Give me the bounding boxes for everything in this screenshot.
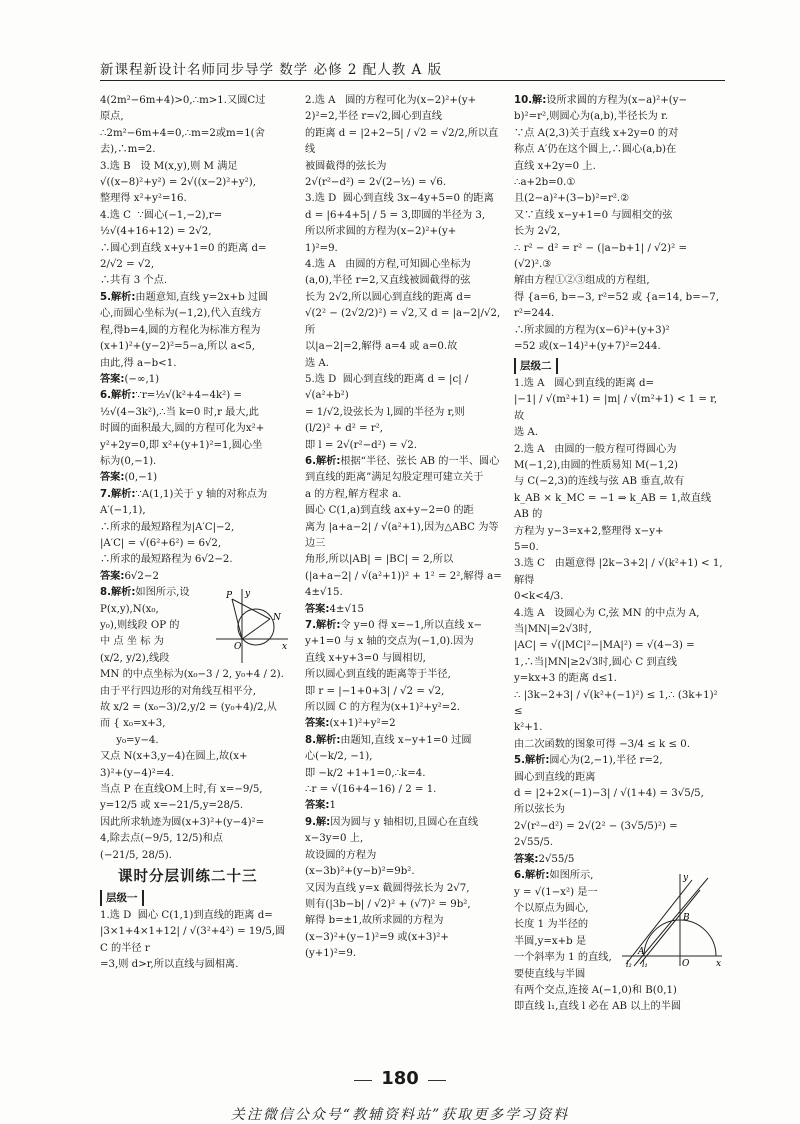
text-line: 9.解:因为圆与 y 轴相切,且圆心在直线 <box>305 816 479 828</box>
text-line: 因此所求轨迹为圆(x+3)²+(y−4)²= <box>100 816 265 828</box>
header-rule <box>100 80 725 81</box>
text-line: 2√(r²−d²) = 2√(2² − (3√5/5)²) = <box>514 820 678 832</box>
text-line: 2/√2 = √2, <box>100 259 155 271</box>
text-line: ½√(4−3k²),∴当 k=0 时,r 最大,此 <box>100 406 259 418</box>
text-line: 6.解析:如图所示, <box>514 870 594 882</box>
section-title: 课时分层训练二十三 <box>118 869 258 886</box>
text-line: 所以所求圆的方程为(x−2)²+(y+ <box>305 226 457 238</box>
figure-q6 <box>620 870 724 968</box>
text-line: 又因为直线 y=x 截圆得弦长为 2√7, <box>305 882 470 894</box>
text-line: 离为 |a+a−2| / √(a²+1),因为△ABC 为等边三 <box>305 521 499 549</box>
col1-top-text <box>100 93 290 585</box>
text-line: 1.选 D 圆心 C(1,1)到直线的距离 d= <box>100 909 273 921</box>
text-line: 4±√15. <box>305 587 343 599</box>
text-line: (√2)².③ <box>514 259 552 271</box>
text-line: 由此,得 a−b<1. <box>100 357 177 369</box>
text-line: 7.解析:令 y=0 得 x=−1,所以直线 x− <box>305 620 483 631</box>
text-line: 心(−k/2, −1), <box>305 751 373 763</box>
text-line: 5.解析:圆心为(2,−1),半径 r=2, <box>514 755 663 767</box>
level2-label: 层级二 <box>514 358 558 374</box>
text-line: 以|a−2|=2,解得 a=4 或 a=0.故 <box>305 341 458 353</box>
text-line: 答案:(0,−1) <box>100 472 158 484</box>
text-line: 到直线的距离”满足勾股定理可建立关于 <box>305 472 484 484</box>
text-line: 5.选 D 圆心到直线的距离 d = |c| / √(a²+b²) <box>305 373 472 402</box>
text-line: 与 C(−2,3)的连线与弦 AB 垂直,故有 <box>514 476 685 488</box>
text-line: a 的方程,解方程求 a. <box>305 488 402 500</box>
text-line: d = |6+4+5| / 5 = 3,即圆的半径为 3, <box>305 209 486 221</box>
text-line: 直线 x+y+3=0 与圆相切, <box>305 652 426 664</box>
text-line: (x/2, y/2),线段 <box>100 652 170 664</box>
text-line: 长为 2√2, <box>514 226 561 238</box>
text-line: 0<k<4/3. <box>514 591 564 603</box>
text-line: d = |2+2×(−1)−3| / √(1+4) = 3√5/5, <box>514 788 704 800</box>
text-line: k²+1. <box>514 722 543 734</box>
text-line: 5.解析:由题意知,直线 y=2x+b 过圆 <box>100 291 269 303</box>
label-o: O <box>234 642 242 653</box>
text-line: 有两个交点,连接 A(−1,0)和 B(0,1) <box>514 984 677 996</box>
text-line: 4(2m²−6m+4)>0,∴m>1.又圆C过 <box>100 95 266 106</box>
text-line: (a,0),半径 r=2,又直线被圆截得的弦 <box>305 275 471 287</box>
text-line: ½√(4+16+12) = 2√2, <box>100 226 212 238</box>
text-line: 又点 N(x+3,y−4)在圆上,故(x+ <box>100 751 248 763</box>
text-line: √(2² − (2√2/2)²) = √2,又 d = |a−2|/√2,所 <box>305 308 501 336</box>
text-line: 所以弦长为 <box>514 804 565 816</box>
text-line: 而 { x₀=x+3, <box>100 718 166 730</box>
circle <box>238 609 274 645</box>
text-line: 3.选 C 由题意得 |2k−3+2| / √(k²+1) < 1,解得 <box>514 558 723 586</box>
text-line: 标为(0,−1). <box>100 455 157 467</box>
text-line: 10.解:设所求圆的方程为(x−a)²+(y− <box>514 95 688 106</box>
text-line: ∴r = √(16+4−16) / 2 = 1. <box>305 784 437 796</box>
label-b: B <box>683 913 690 924</box>
text-line: 一个斜率为 1 的直线,要使直线与半圆 <box>514 952 612 980</box>
text-line: 8.解析:由题知,直线 x−y+1=0 过圆 <box>305 734 472 746</box>
text-line: 心,而圆心坐标为(−1,2),代入直线方 <box>100 308 262 320</box>
text-line: 答案:4±√15 <box>305 603 364 615</box>
text-line: y=12/5 或 x=−21/5,y=28/5. <box>100 800 244 812</box>
text-line: 4.选 C ∵圆心(−1,−2),r= <box>100 209 223 221</box>
text-line: 则有(|3b−b| / √2)² + (√7)² = 9b², <box>305 898 471 910</box>
text-line: y₀=y−4. <box>100 734 159 746</box>
column-right <box>514 93 724 1016</box>
text-line: 6.解析:∵r=½√(k²+4−4k²) = <box>100 390 242 402</box>
label-n: N <box>273 613 281 624</box>
text-line: ∴2m²−6m+4=0,∴m=2或m=1(舍 <box>100 127 265 139</box>
text-line: 答案:2√55/5 <box>514 853 575 865</box>
label-x-6: x <box>716 959 722 969</box>
text-line: 即 −k/2 +1+1=0,∴k=4. <box>305 767 426 779</box>
text-line: ∴所求圆的方程为(x−6)²+(y+3)² <box>514 324 670 336</box>
text-line: 得 {a=6, b=−3, r²=52 或 {a=14, b=−7, r²=244. <box>514 291 723 320</box>
text-line: k_AB × k_MC = −1 ⇒ k_AB = 1,故直线 AB 的 <box>514 492 715 521</box>
text-line: 4.选 A 设圆心为 C,弦 MN 的中点为 A, <box>514 607 700 619</box>
text-line: = 1/√2,设弦长为 l,圆的半径为 r,则 <box>305 406 465 418</box>
text-line: 8.解析:如图所示,设 <box>100 587 190 599</box>
col3-bottom-text <box>514 376 724 868</box>
text-line: 整理得 x²+y²=16. <box>100 193 187 205</box>
text-line: 6.解析:根据“半径、弦长 AB 的一半、圆心 <box>305 455 500 467</box>
label-x: x <box>282 642 288 653</box>
text-line: x−3y=0 上, <box>305 833 364 845</box>
text-line: |3×1+4×1+12| / √(3²+4²) = 19/5,圆 C 的半径 r <box>100 926 289 954</box>
label-a: A <box>638 947 645 958</box>
text-line: 长为 2√2,所以圆心到直线的距离 d= <box>305 291 472 303</box>
text-line: (l/2)² + d² = r², <box>305 423 384 435</box>
text-line: 圆心 C(1,a)到直线 ax+y−2=0 的距 <box>305 505 474 517</box>
text-line: 故 x/2 = (x₀−3)/2,y/2 = (y₀+4)/2,从 <box>100 702 277 714</box>
page-number: 180 <box>350 1068 450 1089</box>
text-line: 原点, <box>100 111 124 123</box>
text-line: 被圆截得的弦长为 <box>305 160 387 172</box>
text-line: (x−3)²+(y−1)²=9 或(x+3)²+ <box>305 931 449 943</box>
text-line: ∴所求的最短路程为|A′C|−2, <box>100 521 235 533</box>
text-line: A′(−1,1), <box>100 505 146 517</box>
text-line: 答案:1 <box>305 800 336 812</box>
text-line: =52 或(x−14)²+(y+7)²=244. <box>514 341 661 353</box>
figure-q8 <box>212 587 290 665</box>
text-line: 时圆的面积最大,圆的方程可化为x²+ <box>100 423 265 435</box>
text-line: 中 点 坐 标 为 <box>100 636 164 648</box>
text-line: 答案:(x+1)²+y²=2 <box>305 718 396 730</box>
text-line: (x+1)²+(y−2)²=5−a,所以 a<5, <box>100 341 255 353</box>
text-line: 程,得b=4,圆的方程化为标准方程为 <box>100 324 261 336</box>
page-header: 新课程新设计名师同步导学 数学 必修 2 配人教 A 版 <box>100 62 443 78</box>
text-line: 故设圆的方程为 <box>305 849 377 861</box>
label-y: y <box>245 589 251 600</box>
figure-q8-svg <box>212 587 290 665</box>
text-line: 直线 x+2y=0 上. <box>514 160 596 172</box>
text-line: √((x−8)²+y²) = 2√((x−2)²+y²), <box>100 177 256 189</box>
text-line: 7.解析:∵A(1,1)关于 y 轴的对称点为 <box>100 488 268 500</box>
label-o-6: O <box>682 959 690 969</box>
col1-q1-text <box>100 908 290 974</box>
text-line: 2√(r²−d²) = 2√(2−½) = √6. <box>305 177 447 189</box>
text-line: 3)²+(y−4)²=4. <box>100 767 175 779</box>
text-line: P(x,y),N(x₀, <box>100 603 159 615</box>
text-line: 5=0. <box>514 541 539 553</box>
text-line: 长度 1 为半径的 <box>514 919 589 931</box>
line-l <box>634 878 708 969</box>
text-line: b)²=r²,则圆心为(a,b),半径长为 r. <box>514 111 669 123</box>
text-line: 1,∴当|MN|≥2√3时,圆心 C 到直线 <box>514 656 677 668</box>
text-line: 4,除去点(−9/5, 12/5)和点 <box>100 833 223 845</box>
text-line: 选 A. <box>514 427 539 439</box>
text-line: 的距离 d = |2+2−5| / √2 = √2/2,所以直线 <box>305 127 499 156</box>
column-left <box>100 93 290 974</box>
text-line: 2.选 A 由圆的一般方程可得圆心为 <box>514 443 677 455</box>
text-line: 答案:(−∞,1) <box>100 373 160 385</box>
text-line: y₀),则线段 OP 的 <box>100 620 180 631</box>
text-line: 即直线 l₁,直线 l 必在 AB 以上的半圆 <box>514 1001 682 1013</box>
text-line: ∴ |3k−2+3| / √(k²+(−1)²) ≤ 1,∴ (3k+1)² ≤ <box>514 689 721 718</box>
text-line: 即 l = 2√(r²−d²) = √2. <box>305 439 417 451</box>
text-line: 解得 b=±1,故所求圆的方程为 <box>305 915 444 927</box>
text-line: |AC| = √(|MC|²−|MA|²) = √(4−3) = <box>514 640 695 652</box>
text-line: ∴a+2b=0.① <box>514 177 576 189</box>
text-line: 所以圆心到直线的距离等于半径, <box>305 669 451 681</box>
text-line: ∵点 A(2,3)关于直线 x+2y=0 的对 <box>514 127 679 139</box>
text-line: 2.选 A 圆的方程可化为(x−2)²+(y+ <box>305 95 477 106</box>
text-line: 称点 A′仍在这个圆上,∴圆心(a,b)在 <box>514 144 677 156</box>
text-line: 答案:6√2−2 <box>100 570 159 582</box>
text-line: 由于平行四边形的对角线互相平分, <box>100 685 257 697</box>
segment-pn <box>232 599 270 619</box>
text-line: 角形,所以|AB| = |BC| = 2,所以 <box>305 554 454 566</box>
text-line: ∴ r² − d² = r² − (|a−b+1| / √2)² = <box>514 242 687 254</box>
text-line: ∴共有 3 个点. <box>100 275 168 287</box>
text-line: |−1| / √(m²+1) = |m| / √(m²+1) < 1 = r,故 <box>514 394 718 422</box>
segment-no <box>242 619 270 639</box>
text-line: MN 的中点坐标为(x₀−3 / 2, y₀+4 / 2). <box>100 669 284 681</box>
col3-top-text <box>514 93 724 356</box>
text-line: 当|MN|=2√3时, <box>514 624 592 635</box>
text-line: |A′C| = √(6²+6²) = 6√2, <box>100 537 222 549</box>
text-line: 2√55/5. <box>514 837 554 849</box>
footer-note: 关注微信公众号“教辅资料站”获取更多学习资料 <box>230 1107 570 1123</box>
text-line: 3.选 B 设 M(x,y),则 M 满足 <box>100 160 238 172</box>
text-line: 由二次函数的图象可得 −3/4 ≤ k ≤ 0. <box>514 738 690 750</box>
text-line: y=kx+3 的距离 d≤1. <box>514 673 618 685</box>
col2-text <box>305 93 505 963</box>
text-line: 2)²=2,半径 r=√2,圆心到直线 <box>305 111 442 123</box>
label-l2: l₂ <box>626 960 632 969</box>
text-line: 1.选 A 圆心到直线的距离 d= <box>514 377 655 389</box>
segment-op <box>232 599 242 639</box>
text-line: 个以原点为圆心, <box>514 902 589 914</box>
column-middle <box>305 93 505 963</box>
text-line: ∴所求的最短路程为 6√2−2. <box>100 554 233 566</box>
text-line: =3,则 d>r,所以直线与圆相离. <box>100 959 239 971</box>
text-line: 解由方程①②③组成的方程组, <box>514 275 650 287</box>
text-line: ∴圆心到直线 x+y+1=0 的距离 d= <box>100 242 267 254</box>
text-line: 3.选 D 圆心到直线 3x−4y+5=0 的距离 <box>305 193 494 205</box>
text-line: 半圆,y=x+b 是 <box>514 935 587 947</box>
line-l1 <box>640 890 700 964</box>
text-line: 选 A. <box>305 357 330 369</box>
text-line: 所以圆 C 的方程为(x+1)²+y²=2. <box>305 702 461 714</box>
text-line: 即 r = |−1+0+3| / √2 = √2, <box>305 685 445 697</box>
text-line: M(−1,2),由圆的性质易知 M(−1,2) <box>514 459 679 471</box>
text-line: (y+1)²=9. <box>305 948 357 960</box>
label-p: P <box>226 591 233 602</box>
text-line: 圆心到直线的距离 <box>514 771 596 783</box>
text-line: 且(2−a)²+(3−b)²=r².② <box>514 193 630 205</box>
text-line: 1)²=9. <box>305 242 338 254</box>
text-line: (x−3b)²+(y−b)²=9b². <box>305 866 415 878</box>
level1-label: 层级一 <box>100 890 144 906</box>
text-line: y²+2y=0,即 x²+(y+1)²=1,圆心坐 <box>100 439 263 451</box>
text-line: 又∵直线 x−y+1=0 与圆相交的弦 <box>514 209 673 221</box>
text-line: 当点 P 在直线OM上时,有 x=−9/5, <box>100 784 263 796</box>
label-l1: l₁ <box>642 960 648 969</box>
text-line: 去),∴m=2. <box>100 144 156 156</box>
figure-q6-svg <box>620 870 724 968</box>
text-line: y = √(1−x²) 是一 <box>514 886 598 898</box>
text-line: y+1=0 与 x 轴的交点为(−1,0).因为 <box>305 636 474 648</box>
label-y-6: y <box>683 873 689 884</box>
text-line: (|a+a−2| / √(a²+1))² + 1² = 2²,解得 a= <box>305 570 502 582</box>
text-line: 4.选 A 由圆的方程,可知圆心坐标为 <box>305 259 471 271</box>
text-line: (−21/5, 28/5). <box>100 849 172 861</box>
text-line: 方程为 y−3=x+2,整理得 x−y+ <box>514 525 664 537</box>
